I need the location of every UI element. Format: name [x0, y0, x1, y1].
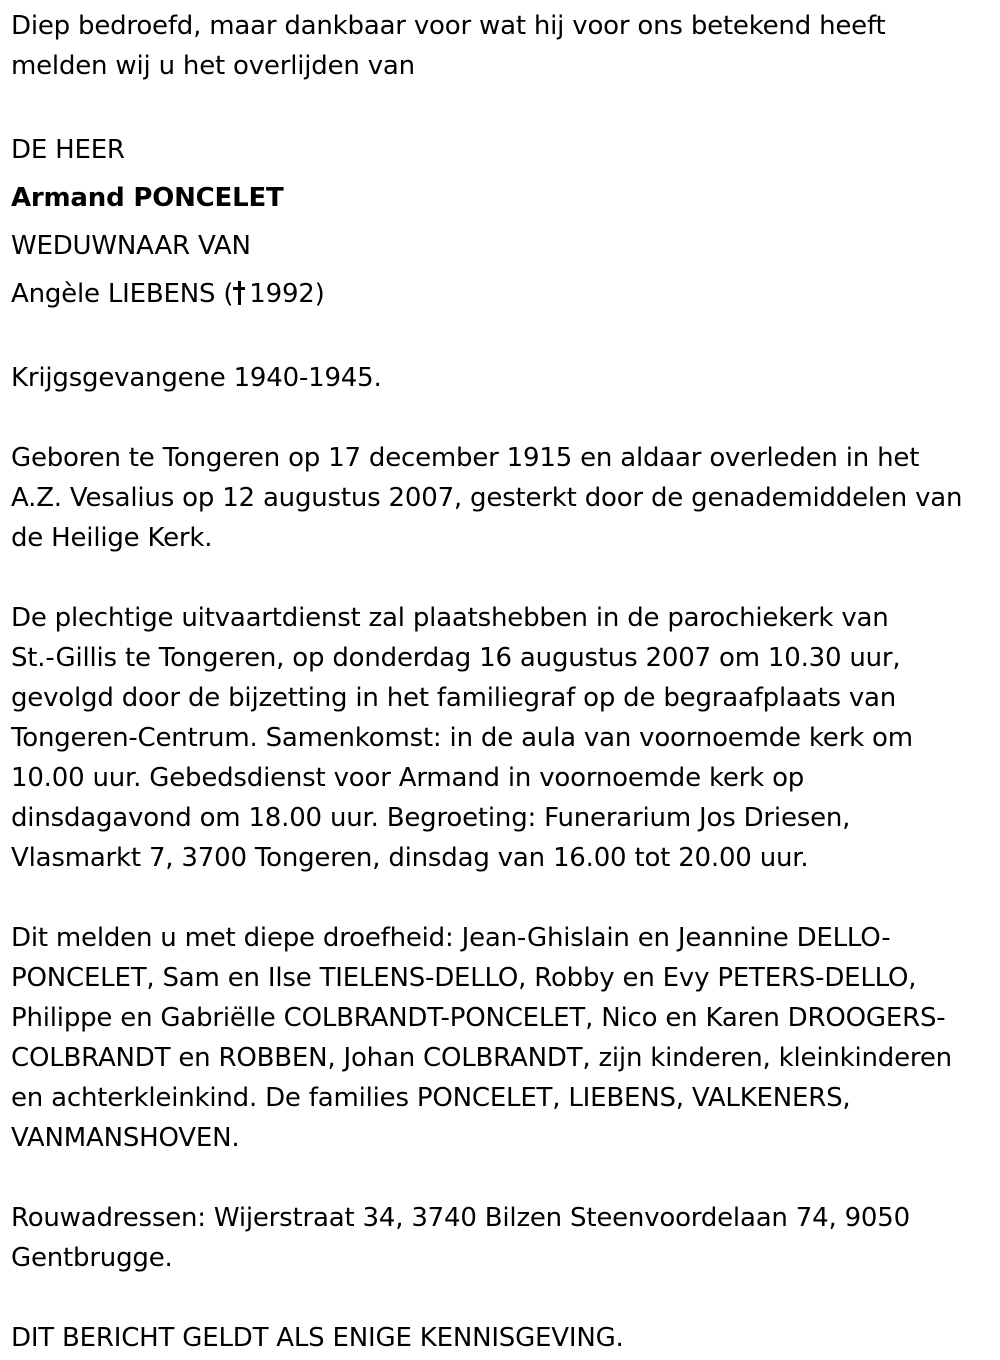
family-line: Philippe en Gabriëlle COLBRANDT-PONCELET, Nico en Karen DROOGERS- — [11, 1003, 946, 1033]
family-paragraph — [11, 918, 990, 1158]
spouse-death-year: 1992) — [249, 279, 325, 309]
funeral-line: St.-Gillis te Tongeren, op donderdag 16 augustus 2007 om 10.30 uur, — [11, 643, 901, 673]
intro-line: Diep bedroefd, maar dankbaar voor wat hij voor ons betekend heeft — [11, 11, 886, 41]
deceased-name: Armand PONCELET — [11, 183, 284, 213]
family-line: PONCELET, Sam en Ilse TIELENS-DELLO, Robby en Evy PETERS-DELLO, — [11, 963, 917, 993]
family-line: COLBRANDT en ROBBEN, Johan COLBRANDT, zijn kinderen, kleinkinderen — [11, 1043, 952, 1073]
cross-icon — [233, 281, 245, 305]
address-line: Rouwadressen: Wijerstraat 34, 3740 Bilzen Steenvoordelaan 74, 9050 — [11, 1203, 910, 1233]
note-line: Krijgsgevangene 1940-1945. — [11, 363, 382, 393]
birth-death-line: de Heilige Kerk. — [11, 523, 213, 553]
closing-paragraph — [11, 1318, 990, 1358]
funeral-line: De plechtige uitvaartdienst zal plaatshebben in de parochiekerk van — [11, 603, 889, 633]
addresses-paragraph — [11, 1198, 990, 1278]
deceased-status: WEDUWNAAR VAN — [11, 231, 251, 261]
family-line: en achterkleinkind. De families PONCELET, LIEBENS, VALKENERS, — [11, 1083, 851, 1113]
funeral-paragraph — [11, 598, 990, 878]
birth-death-line: A.Z. Vesalius op 12 augustus 2007, gesterkt door de genademiddelen van — [11, 483, 963, 513]
funeral-line: dinsdagavond om 18.00 uur. Begroeting: Funerarium Jos Driesen, — [11, 803, 851, 833]
funeral-line: gevolgd door de bijzetting in het familiegraf op de begraafplaats van — [11, 683, 897, 713]
intro-paragraph — [11, 6, 990, 86]
family-line: VANMANSHOVEN. — [11, 1123, 240, 1153]
note-paragraph — [11, 358, 990, 398]
funeral-line: 10.00 uur. Gebedsdienst voor Armand in voornoemde kerk op — [11, 763, 805, 793]
address-line: Gentbrugge. — [11, 1243, 173, 1273]
intro-line: melden wij u het overlijden van — [11, 51, 415, 81]
deceased-title: DE HEER — [11, 135, 125, 165]
funeral-line: Tongeren-Centrum. Samenkomst: in de aula van voornoemde kerk om — [11, 723, 913, 753]
birth-death-paragraph — [11, 438, 990, 558]
spouse-line — [11, 270, 990, 318]
closing-line: DIT BERICHT GELDT ALS ENIGE KENNISGEVING. — [11, 1323, 624, 1353]
family-line: Dit melden u met diepe droefheid: Jean-Ghislain en Jeannine DELLO- — [11, 923, 891, 953]
deceased-block — [11, 126, 990, 318]
birth-death-line: Geboren te Tongeren op 17 december 1915 en aldaar overleden in het — [11, 443, 920, 473]
spouse-name: Angèle LIEBENS ( — [11, 279, 234, 309]
funeral-line: Vlasmarkt 7, 3700 Tongeren, dinsdag van 16.00 tot 20.00 uur. — [11, 843, 809, 873]
